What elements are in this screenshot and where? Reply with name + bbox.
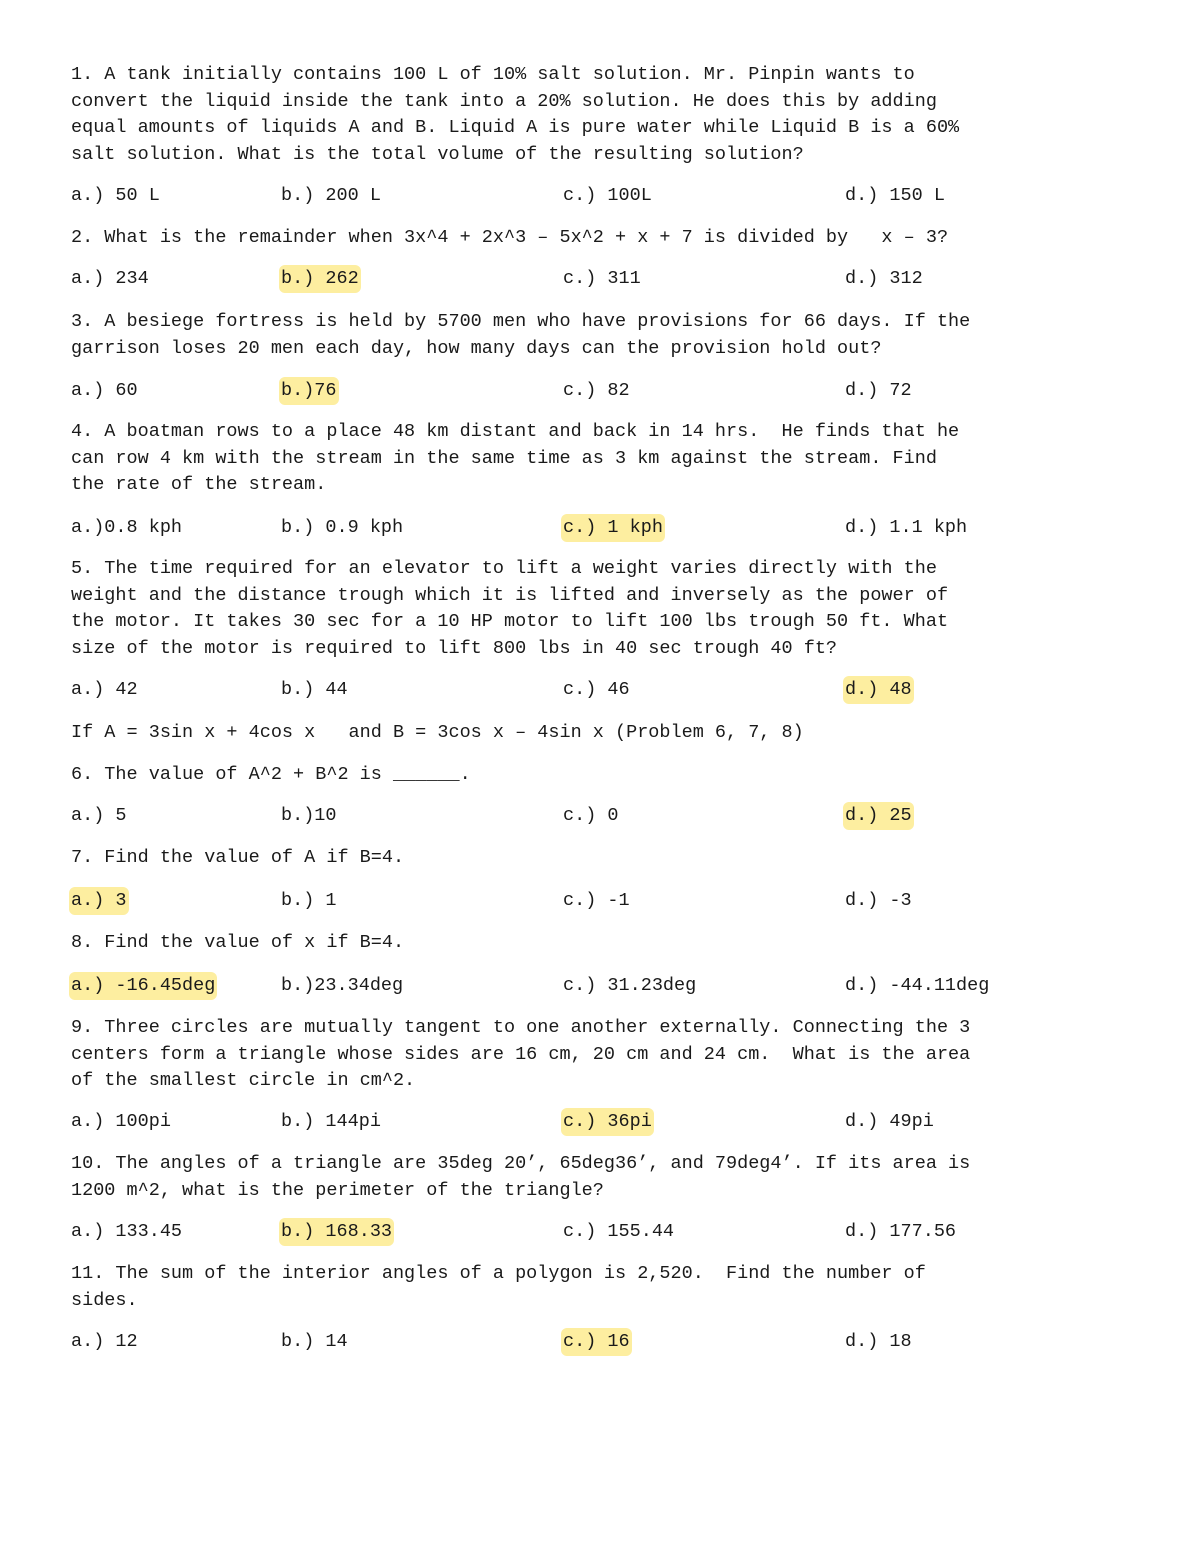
option-a: a.) 42 — [71, 679, 138, 700]
option-b: b.) 144pi — [281, 1111, 381, 1132]
option-c: c.) 31.23deg — [563, 975, 697, 996]
question-2-text: 2. What is the remainder when 3x^4 + 2x^3 – 5x^2 + x + 7 is divided by x – 3? — [71, 227, 949, 248]
option-c-highlighted: c.) 36pi — [561, 1108, 654, 1136]
question-1-options — [71, 182, 1131, 210]
option-a: a.) 133.45 — [71, 1221, 183, 1242]
question-8-text: 8. Find the value of x if B=4. — [71, 932, 405, 953]
question-6-options — [71, 802, 1131, 830]
option-b-highlighted: b.) 168.33 — [279, 1218, 394, 1246]
question-7-options — [71, 887, 1131, 915]
option-c: c.) -1 — [563, 890, 630, 911]
option-d: d.) 312 — [845, 268, 923, 289]
question-3-text: 3. A besiege fortress is held by 5700 men who have provisions for 66 days. If the garrison loses 20 men each day, how many days can the provision hold out? — [71, 311, 971, 359]
option-c: c.) 100L — [563, 185, 652, 206]
option-d-highlighted: d.) 48 — [843, 676, 914, 704]
option-b: b.)10 — [281, 805, 337, 826]
question-3-options — [71, 377, 1131, 405]
option-a: a.) 5 — [71, 805, 127, 826]
option-c: c.) 155.44 — [563, 1221, 675, 1242]
question-10-text: 10. The angles of a triangle are 35deg 20’, 65deg36’, and 79deg4’. If its area is 1200 m^2, what is the perimeter of the triangle? — [71, 1153, 971, 1201]
option-a: a.) 100pi — [71, 1111, 171, 1132]
option-a: a.) 50 L — [71, 185, 160, 206]
option-c-highlighted: c.) 16 — [561, 1328, 632, 1356]
question-9-text: 9. Three circles are mutually tangent to one another externally. Connecting the 3 centers form a triangle whose sides are 16 cm, 20 cm and 24 cm. What is the area of the smallest circle in cm^2. — [71, 1017, 971, 1092]
option-c: c.) 46 — [563, 679, 630, 700]
question-11-options — [71, 1328, 1131, 1356]
option-d: d.) 150 L — [845, 185, 945, 206]
option-c: c.) 82 — [563, 380, 630, 401]
option-a: a.) 234 — [71, 268, 149, 289]
option-b: b.) 0.9 kph — [281, 517, 404, 538]
option-c-highlighted: c.) 1 kph — [561, 514, 665, 542]
question-8-options — [71, 972, 1131, 1000]
option-b: b.) 14 — [281, 1331, 348, 1352]
option-b: b.) 200 L — [281, 185, 381, 206]
option-d: d.) 177.56 — [845, 1221, 957, 1242]
option-d: d.) 72 — [845, 380, 912, 401]
option-c: c.) 0 — [563, 805, 619, 826]
option-a-highlighted: a.) -16.45deg — [69, 972, 217, 1000]
question-6-text: 6. The value of A^2 + B^2 is ______. — [71, 764, 471, 785]
question-7-text: 7. Find the value of A if B=4. — [71, 847, 405, 868]
problem-set-intro: If A = 3sin x + 4cos x and B = 3cos x – 4sin x (Problem 6, 7, 8) — [71, 722, 804, 743]
option-d-highlighted: d.) 25 — [843, 802, 914, 830]
option-d: d.) -3 — [845, 890, 912, 911]
question-9-options — [71, 1108, 1131, 1136]
option-b-highlighted: b.) 262 — [279, 265, 361, 293]
question-11-text: 11. The sum of the interior angles of a polygon is 2,520. Find the number of sides. — [71, 1263, 926, 1311]
option-a: a.) 12 — [71, 1331, 138, 1352]
question-5-options — [71, 676, 1131, 704]
option-d: d.) -44.11deg — [845, 975, 990, 996]
option-b: b.)23.34deg — [281, 975, 404, 996]
option-d: d.) 18 — [845, 1331, 912, 1352]
option-b: b.) 44 — [281, 679, 348, 700]
question-4-text: 4. A boatman rows to a place 48 km distant and back in 14 hrs. He finds that he can row 4 km with the stream in the same time as 3 km against the stream. Find the rate of the stream. — [71, 421, 960, 496]
question-4-options — [71, 514, 1131, 542]
option-d: d.) 49pi — [845, 1111, 934, 1132]
question-1-text: 1. A tank initially contains 100 L of 10% salt solution. Mr. Pinpin wants to convert the liquid inside the tank into a 20% solution. He does this by adding equal amounts of liquids A and B. Liquid A is pure water while Liquid B is a 60% salt solution. What is the total volume of the resulting solution? — [71, 64, 960, 165]
option-d: d.) 1.1 kph — [845, 517, 968, 538]
option-b: b.) 1 — [281, 890, 337, 911]
option-a: a.) 60 — [71, 380, 138, 401]
question-10-options — [71, 1218, 1131, 1246]
question-2-options — [71, 265, 1131, 293]
option-a: a.)0.8 kph — [71, 517, 183, 538]
option-a-highlighted: a.) 3 — [69, 887, 129, 915]
option-c: c.) 311 — [563, 268, 641, 289]
question-5-text: 5. The time required for an elevator to lift a weight varies directly with the weight and the distance trough which it is lifted and inversely as the power of the motor. It takes 30 sec for a 10 HP motor to lift 100 lbs trough 50 ft. What size of the motor is required to lift 800 lbs in 40 sec trough 40 ft? — [71, 558, 949, 659]
option-b-highlighted: b.)76 — [279, 377, 339, 405]
